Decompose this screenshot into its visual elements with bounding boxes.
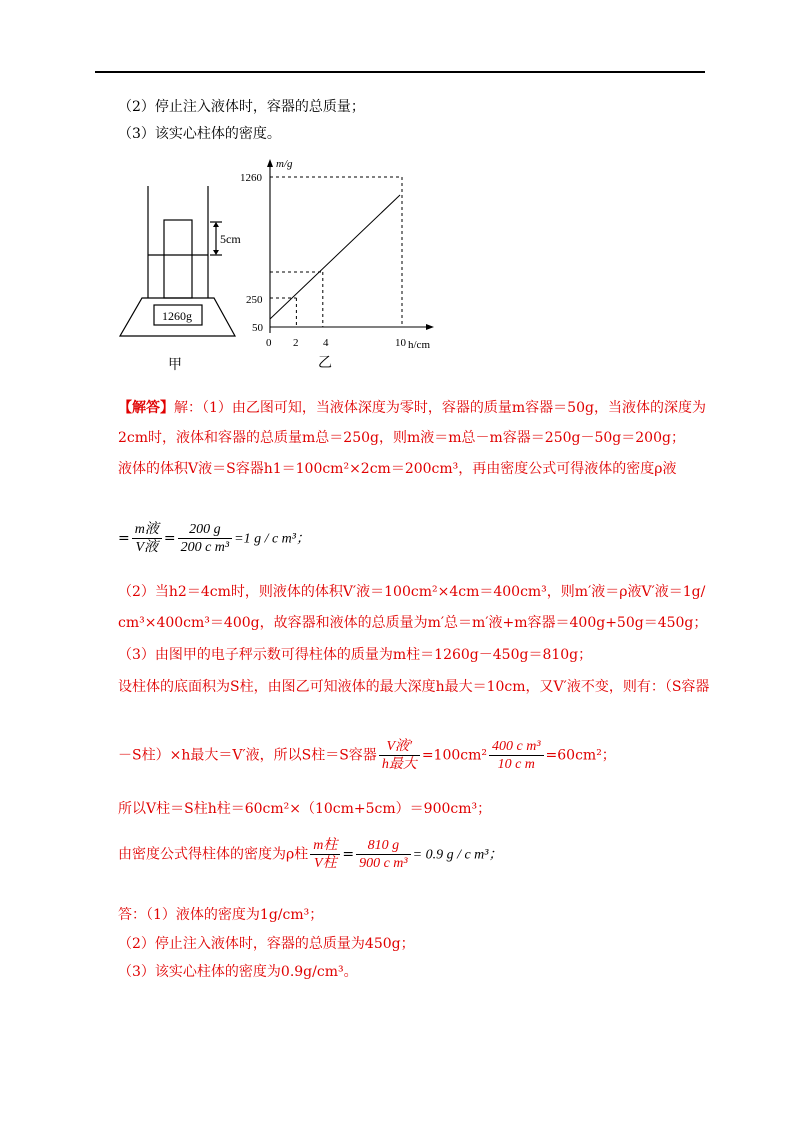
formula-liquid-density: = $\frac{\text{m液}}{\text{V液}}$ = $\frac{200 g}{\text{200 c m³}}$ =1 g / c m³；	[118, 522, 310, 555]
figure-a-label: 甲	[168, 357, 182, 373]
y-tick-50: 50	[252, 322, 263, 334]
answer-line-10: 所以V柱＝S柱h柱＝60cm²×（10cm+5cm）＝900cm³；	[118, 801, 492, 817]
figure-container-scale	[110, 178, 250, 338]
answer-line-1	[118, 399, 706, 417]
x-tick-10: 10	[395, 337, 406, 349]
scale-reading: 1260g	[162, 309, 192, 323]
x-tick-2: 2	[293, 337, 299, 349]
answer-line-6: cm³×400cm³＝400g，故容器和液体的总质量为m′总＝m′液+m容器＝400g+50g＝450g；	[118, 615, 708, 631]
y-axis-label: m/g	[276, 158, 293, 170]
formula-column-density: 由密度公式得柱体的密度为ρ柱 $\frac{\text{m柱}}{\text{V柱}}$ = $\frac{810 g}{\text{900 c m³}}$ = 0.9 g / c m³；	[118, 838, 503, 871]
fraction-400-over-10: $\frac{\text{400 c m³}}{\text{10 c m}}$	[489, 738, 544, 773]
fraction-810-over-900: $\frac{810 g}{\text{900 c m³}}$	[356, 837, 411, 872]
answer-tag: 【解答】	[118, 400, 174, 416]
answer-line-8: 设柱体的底面积为S柱，由图乙可知液体的最大深度h最大＝10cm，又V′液不变，则有：（S容器	[118, 679, 710, 695]
figure-mass-depth-graph	[240, 155, 450, 355]
figure-b-label: 乙	[318, 355, 332, 371]
answer-text-1: 解：（1）由乙图可知，当液体深度为零时，容器的质量m容器＝50g，当液体的深度为	[174, 400, 706, 416]
fraction-m-over-v: $\frac{\text{m液}}{\text{V液}}$	[132, 521, 162, 556]
final-answer-1: 答：（1）液体的密度为1g/cm³；	[118, 907, 324, 923]
y-tick-250: 250	[246, 294, 263, 306]
fraction-200-over-200: $\frac{200 g}{\text{200 c m³}}$	[178, 521, 233, 556]
height-mark-label: 5cm	[220, 232, 241, 246]
x-tick-4: 4	[323, 337, 329, 349]
y-tick-1260: 1260	[240, 172, 262, 184]
fraction-mcol-over-vcol: $\frac{\text{m柱}}{\text{V柱}}$	[310, 837, 340, 872]
header-rule	[95, 71, 705, 73]
final-answer-3: （3）该实心柱体的密度为0.9g/cm³。	[118, 964, 358, 980]
question-3: （3）该实心柱体的密度。	[118, 126, 281, 142]
series-line	[270, 195, 400, 319]
answer-line-5: （2）当h2＝4cm时，则液体的体积V′液＝100cm²×4cm＝400cm³，则m′液＝ρ液V′液＝1g/	[118, 584, 706, 600]
answer-line-2: 2cm时，液体和容器的总质量m总＝250g，则m液＝m总－m容器＝250g－50g＝200g；	[118, 430, 685, 446]
answer-line-7: （3）由图甲的电子秤示数可得柱体的质量为m柱＝1260g－450g＝810g；	[118, 647, 593, 663]
answer-line-3: 液体的体积V液＝S容器h1＝100cm²×2cm＝200cm³，再由密度公式可得液体的密度ρ液	[118, 461, 677, 477]
origin-label: 0	[266, 337, 272, 349]
final-answer-2: （2）停止注入液体时，容器的总质量为450g；	[118, 936, 415, 952]
formula-column-area: －S柱）×h最大＝V′液，所以S柱＝S容器 $\frac{\text{V液′}}{\text{h最大}}$ =100cm² $\frac{\text{400 c m³}}{\text{10 c m}}$ =60cm²；	[118, 739, 616, 772]
x-axis-label: h/cm	[408, 339, 430, 351]
question-2: （2）停止注入液体时，容器的总质量；	[118, 99, 365, 115]
fraction-v-over-h: $\frac{\text{V液′}}{\text{h最大}}$	[379, 738, 420, 773]
